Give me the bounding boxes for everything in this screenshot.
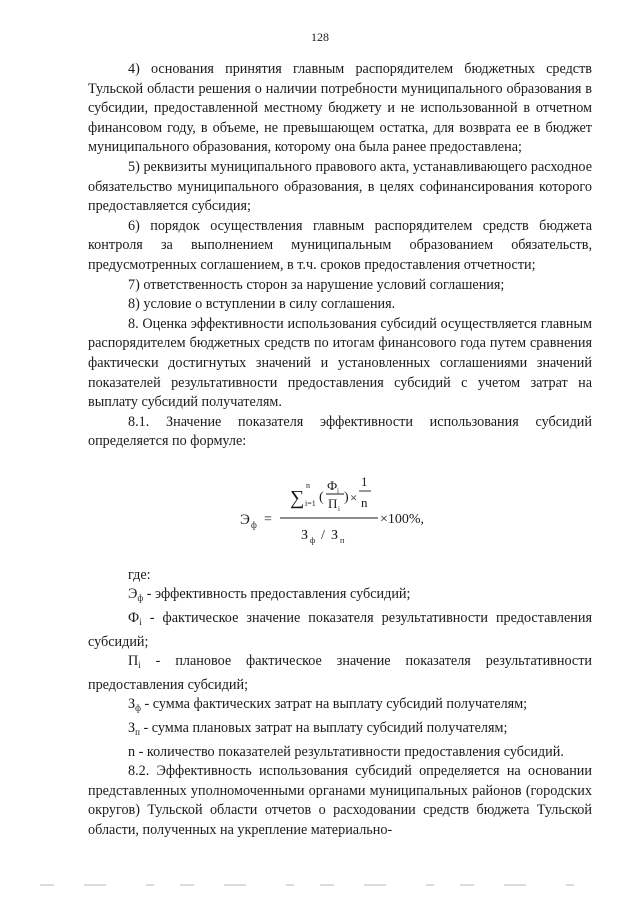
paragraph-8: 8) условие о вступлении в силу соглашения. bbox=[128, 296, 396, 313]
paragraph-4: 4) основания принятия главным распорядителем бюджетных средств Тульской области решения о наличии потребности муниципального образования в субсидии, предоставленной местному бюджету и не использованной в отчетном финансовом году, в объеме, не превышающем остатка, для возврата ее в бюджет муниципального образования, которому она была ранее предоставлена; bbox=[88, 61, 592, 156]
scan-artifact-line bbox=[40, 882, 600, 888]
def-actual-sub: i bbox=[139, 617, 142, 628]
formula-den-z1: З bbox=[301, 527, 309, 543]
def-planned-costs-text: - сумма плановых затрат на выплату субсидий получателям; bbox=[139, 720, 508, 737]
svg-text:): ) bbox=[344, 489, 349, 505]
formula-den-slash: / bbox=[321, 527, 325, 543]
formula-pi-sub: i bbox=[338, 504, 340, 513]
def-actual-symbol: Ф bbox=[128, 610, 140, 627]
formula-phi-sub: i bbox=[337, 486, 339, 495]
where-label: где: bbox=[128, 566, 151, 583]
formula-one: 1 bbox=[361, 473, 368, 489]
formula-times: × bbox=[350, 489, 358, 505]
def-planned-text: - плановое фактическое значение показателя результативности предоставления субсидий; bbox=[88, 653, 592, 693]
def-actual bbox=[88, 609, 592, 652]
def-planned-costs bbox=[88, 719, 592, 743]
def-planned bbox=[88, 652, 592, 695]
formula-equals: = bbox=[264, 511, 272, 527]
def-planned-costs-sub: п bbox=[135, 727, 140, 738]
paragraph-5: 5) реквизиты муниципального правового акта, устанавливающего расходное обязательство муниципального образования, в целях софинансирования которого предоставляется субсидия; bbox=[88, 158, 592, 215]
formula-den-z2: З bbox=[331, 527, 339, 543]
formula-lhs-sub: ф bbox=[251, 519, 257, 530]
formula-sum: ∑ bbox=[290, 486, 305, 509]
formula-lhs: Э bbox=[240, 511, 250, 528]
section-8-1: 8.1. Значение показателя эффективности использования субсидий определяется по формуле: bbox=[88, 413, 592, 450]
def-efficiency-symbol: Э bbox=[128, 586, 138, 603]
formula-pi: П bbox=[328, 495, 338, 511]
def-actual-costs bbox=[88, 695, 592, 719]
formula-sum-upper: n bbox=[306, 480, 310, 490]
formula-den-z1-sub: ф bbox=[310, 535, 316, 545]
paragraph-7: 7) ответственность сторон за нарушение условий соглашения; bbox=[128, 276, 505, 293]
formula-sum-lower: i=1 bbox=[305, 498, 316, 508]
def-efficiency bbox=[88, 585, 592, 609]
formula-den-z2-sub: п bbox=[340, 535, 345, 545]
formula-tail: ×100%, bbox=[380, 511, 425, 527]
def-efficiency-text: - эффективность предоставления субсидий; bbox=[143, 586, 411, 603]
svg-text:(: ( bbox=[319, 489, 324, 505]
def-efficiency-sub: ф bbox=[137, 593, 144, 604]
formula-phi: Ф bbox=[327, 477, 338, 493]
section-8: 8. Оценка эффективности использования субсидий осуществляется главным распорядителем бюджетных средств по итогам финансового года путем сравнения фактически достигнутых значений и установленных соглашениями значений показателей результативности предоставления субсидий с учетом затрат на выплату субсидий получателям. bbox=[88, 315, 592, 411]
def-actual-text: - фактическое значение показателя результативности предоставления субсидий; bbox=[88, 610, 592, 650]
def-planned-costs-symbol: З bbox=[128, 720, 136, 737]
document-body bbox=[88, 60, 592, 841]
def-actual-costs-text: - сумма фактических затрат на выплату субсидий получателям; bbox=[140, 696, 528, 713]
def-actual-costs-symbol: З bbox=[128, 696, 136, 713]
paragraph-6: 6) порядок осуществления главным распорядителем средств бюджета контроля за выполнением муниципальным образованием обязательств, предусмотренных соглашением, в т.ч. сроков предоставления отчетности; bbox=[88, 217, 592, 273]
def-planned-sub: i bbox=[138, 660, 141, 671]
efficiency-formula bbox=[88, 462, 592, 558]
def-actual-costs-sub: ф bbox=[135, 703, 141, 714]
page-number: 128 bbox=[311, 30, 329, 44]
def-count: n - количество показателей результативности предоставления субсидий. bbox=[128, 743, 564, 760]
section-8-2: 8.2. Эффективность использования субсидий определяется на основании представленных уполномоченными органами муниципальных районов (городских округов) Тульской области отчетов о расходовании средств бюджета Тульской области, полученных на укрепление материально- bbox=[88, 763, 592, 838]
def-planned-symbol: П bbox=[128, 653, 139, 670]
formula-n: n bbox=[361, 494, 368, 510]
